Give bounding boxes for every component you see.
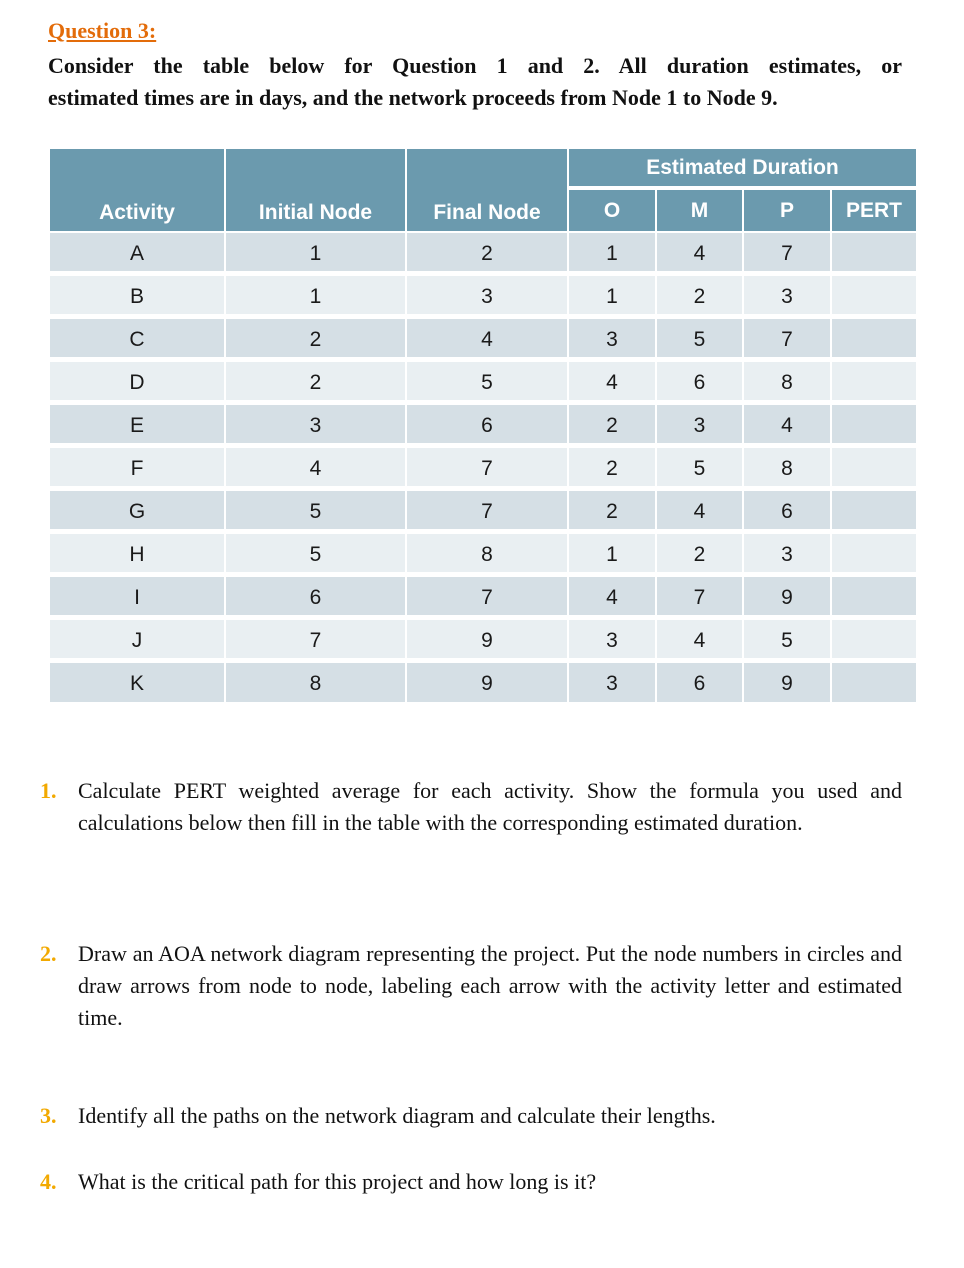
cell-p: 9 — [743, 576, 831, 619]
cell-o: 2 — [568, 404, 656, 447]
question-text: Draw an AOA network diagram representing the project. Put the node numbers in circles and draw arrows from node to node, labeling each arrow with the activity letter and estimated time. — [78, 941, 902, 1030]
cell-initial: 2 — [225, 318, 406, 361]
cell-o: 1 — [568, 275, 656, 318]
question-heading: Question 3: — [48, 18, 157, 43]
cell-m: 6 — [656, 662, 743, 706]
cell-initial: 7 — [225, 619, 406, 662]
cell-p: 5 — [743, 619, 831, 662]
table-row — [49, 404, 917, 447]
cell-m: 5 — [656, 447, 743, 490]
cell-m: 7 — [656, 576, 743, 619]
cell-final: 4 — [406, 318, 568, 361]
question-number: 3. — [40, 1103, 57, 1128]
cell-p: 9 — [743, 662, 831, 706]
header-initial-node: Initial Node — [225, 148, 406, 232]
cell-activity: J — [49, 619, 225, 662]
question-text: What is the critical path for this project and how long is it? — [78, 1169, 597, 1194]
intro-paragraph — [48, 50, 902, 114]
cell-p: 7 — [743, 318, 831, 361]
header-m: M — [656, 188, 743, 232]
question-text: Identify all the paths on the network diagram and calculate their lengths. — [78, 1103, 716, 1128]
cell-o: 3 — [568, 662, 656, 706]
cell-activity: B — [49, 275, 225, 318]
cell-final: 9 — [406, 662, 568, 706]
cell-pert[interactable] — [831, 490, 917, 533]
cell-activity: F — [49, 447, 225, 490]
cell-pert[interactable] — [831, 361, 917, 404]
table-row — [49, 662, 917, 706]
cell-p: 8 — [743, 361, 831, 404]
cell-initial: 5 — [225, 490, 406, 533]
cell-initial: 3 — [225, 404, 406, 447]
intro-line-2: estimated times are in days, and the network proceeds from Node 1 to Node 9. — [48, 85, 778, 110]
cell-m: 3 — [656, 404, 743, 447]
cell-m: 4 — [656, 619, 743, 662]
table-row — [49, 576, 917, 619]
cell-pert[interactable] — [831, 275, 917, 318]
cell-p: 7 — [743, 232, 831, 275]
cell-pert[interactable] — [831, 447, 917, 490]
table-row — [49, 318, 917, 361]
cell-final: 6 — [406, 404, 568, 447]
cell-initial: 8 — [225, 662, 406, 706]
cell-pert[interactable] — [831, 232, 917, 275]
intro-line-1: Consider the table below for Question 1 and 2. All duration estimates, or — [48, 53, 902, 78]
cell-o: 3 — [568, 619, 656, 662]
cell-m: 4 — [656, 232, 743, 275]
cell-activity: I — [49, 576, 225, 619]
header-activity: Activity — [49, 148, 225, 232]
table-row — [49, 490, 917, 533]
cell-o: 4 — [568, 361, 656, 404]
cell-m: 4 — [656, 490, 743, 533]
cell-final: 8 — [406, 533, 568, 576]
cell-activity: C — [49, 318, 225, 361]
cell-o: 2 — [568, 447, 656, 490]
cell-final: 3 — [406, 275, 568, 318]
cell-initial: 4 — [225, 447, 406, 490]
cell-initial: 1 — [225, 232, 406, 275]
table-row — [49, 232, 917, 275]
cell-initial: 5 — [225, 533, 406, 576]
cell-o: 1 — [568, 533, 656, 576]
duration-table — [48, 147, 918, 707]
table-row — [49, 361, 917, 404]
question-number: 1. — [40, 778, 57, 803]
cell-activity: E — [49, 404, 225, 447]
cell-pert[interactable] — [831, 404, 917, 447]
cell-o: 2 — [568, 490, 656, 533]
cell-initial: 6 — [225, 576, 406, 619]
cell-final: 7 — [406, 576, 568, 619]
cell-final: 5 — [406, 361, 568, 404]
cell-p: 4 — [743, 404, 831, 447]
cell-final: 7 — [406, 447, 568, 490]
cell-activity: H — [49, 533, 225, 576]
question-number: 2. — [40, 941, 57, 966]
header-estimated-duration: Estimated Duration — [568, 148, 917, 188]
cell-o: 1 — [568, 232, 656, 275]
header-pert: PERT — [831, 188, 917, 232]
cell-p: 3 — [743, 275, 831, 318]
table-row — [49, 275, 917, 318]
cell-pert[interactable] — [831, 533, 917, 576]
header-o: O — [568, 188, 656, 232]
table-row — [49, 533, 917, 576]
cell-final: 2 — [406, 232, 568, 275]
cell-m: 6 — [656, 361, 743, 404]
table-row — [49, 447, 917, 490]
question-number: 4. — [40, 1169, 57, 1194]
cell-initial: 2 — [225, 361, 406, 404]
cell-final: 9 — [406, 619, 568, 662]
cell-activity: D — [49, 361, 225, 404]
cell-m: 2 — [656, 275, 743, 318]
question-text: Calculate PERT weighted average for each activity. Show the formula you used and calculations below then fill in the table with the corresponding estimated duration. — [78, 778, 902, 835]
cell-o: 3 — [568, 318, 656, 361]
cell-m: 2 — [656, 533, 743, 576]
cell-initial: 1 — [225, 275, 406, 318]
cell-o: 4 — [568, 576, 656, 619]
cell-activity: G — [49, 490, 225, 533]
table-row — [49, 619, 917, 662]
cell-pert[interactable] — [831, 318, 917, 361]
header-final-node: Final Node — [406, 148, 568, 232]
table-body — [49, 232, 917, 706]
cell-m: 5 — [656, 318, 743, 361]
cell-pert[interactable] — [831, 576, 917, 619]
cell-activity: K — [49, 662, 225, 706]
cell-final: 7 — [406, 490, 568, 533]
cell-p: 3 — [743, 533, 831, 576]
header-p: P — [743, 188, 831, 232]
cell-activity: A — [49, 232, 225, 275]
cell-pert[interactable] — [831, 619, 917, 662]
cell-pert[interactable] — [831, 662, 917, 706]
cell-p: 8 — [743, 447, 831, 490]
cell-p: 6 — [743, 490, 831, 533]
